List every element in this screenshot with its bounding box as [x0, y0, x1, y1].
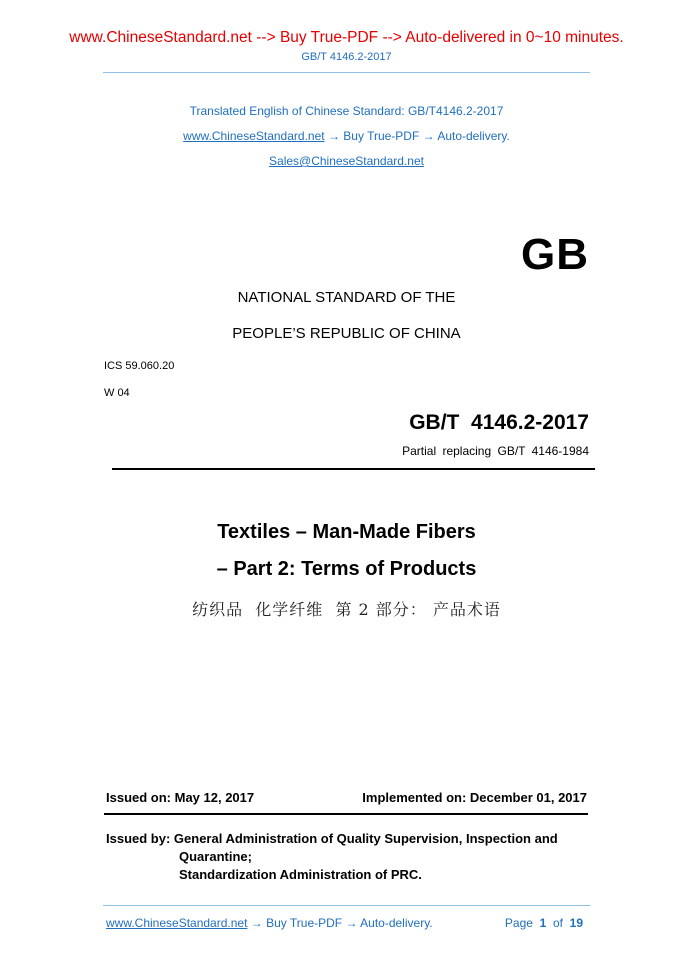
national-standard-line2: PEOPLE’S REPUBLIC OF CHINA: [232, 325, 461, 342]
header-doc-code: GB/T 4146.2-2017: [301, 51, 392, 63]
implemented-date: Implemented on: December 01, 2017: [362, 790, 587, 805]
title-line2: – Part 2: Terms of Products: [216, 558, 477, 580]
arrow-icon: →: [327, 129, 340, 143]
footer-auto-text: Auto-delivery.: [360, 916, 433, 930]
site-link[interactable]: www.ChineseStandard.net: [183, 129, 325, 143]
email-line: [0, 154, 693, 168]
standard-number: GB/T 4146.2-2017: [409, 411, 589, 434]
footer-rule: [103, 905, 590, 906]
page-number: 1: [539, 916, 547, 930]
of-label: of: [552, 916, 563, 930]
page-total: 19: [569, 916, 583, 930]
dates-rule: [104, 813, 588, 815]
page-indicator: [505, 916, 583, 930]
gb-logo: GB: [521, 230, 589, 279]
issued-by-block: [106, 830, 558, 884]
email-link[interactable]: Sales@ChineseStandard.net: [269, 154, 424, 168]
arrow-icon: →: [345, 916, 358, 930]
purchase-line: [0, 129, 693, 143]
footer-site-link[interactable]: www.ChineseStandard.net: [106, 916, 248, 930]
national-standard-line1: NATIONAL STANDARD OF THE: [237, 289, 456, 306]
ics-code: ICS 59.060.20: [104, 360, 175, 372]
translation-note: Translated English of Chinese Standard: GB/T4146.2-2017: [189, 104, 504, 118]
title-rule: [112, 468, 595, 470]
replacing-note: Partial replacing GB/T 4146-1984: [402, 444, 589, 458]
top-banner[interactable]: www.ChineseStandard.net --> Buy True-PDF --> Auto-delivered in 0~10 minutes.: [69, 29, 624, 46]
chinese-title: 纺织品 化学纤维 第 2 部分： 产品术语: [192, 600, 501, 619]
page-label: Page: [504, 916, 533, 930]
arrow-icon: →: [422, 129, 435, 143]
header-rule: [103, 72, 590, 73]
footer-links: [106, 916, 433, 930]
issued-date: Issued on: May 12, 2017: [106, 790, 255, 805]
footer-buy-text: Buy True-PDF: [266, 916, 343, 930]
buy-text: Buy True-PDF: [343, 129, 420, 143]
w-code: W 04: [104, 387, 130, 399]
title-line1: Textiles – Man-Made Fibers: [217, 521, 476, 543]
arrow-icon: →: [250, 916, 263, 930]
issued-by-line1: Issued by: General Administration of Quality Supervision, Inspection and: [106, 831, 558, 846]
issued-by-line3: Standardization Administration of PRC.: [179, 867, 422, 882]
issued-by-line2: Quarantine;: [179, 849, 252, 864]
auto-delivery-text: Auto-delivery.: [437, 129, 510, 143]
